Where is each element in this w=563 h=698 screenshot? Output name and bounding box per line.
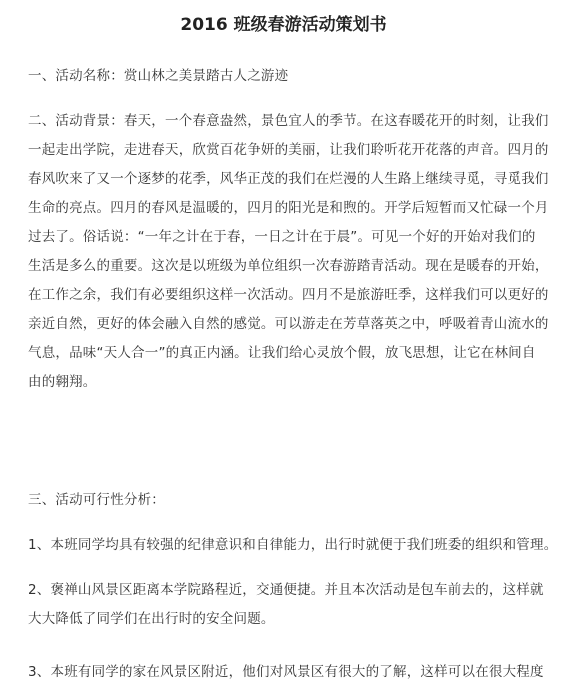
feasibility-item-3	[28, 658, 544, 687]
page-title: 2016 班级春游活动策划书	[180, 15, 387, 35]
paragraph-line: 亲近自然，更好的体会融入自然的感觉。可以游走在芳草落英之中，呼吸着青山流水的	[28, 316, 549, 332]
paragraph-line: 生命的亮点。四月的春风是温暖的，四月的阳光是和煦的。开学后短暂而又忙碌一个月	[28, 200, 549, 216]
feasibility-heading: 三、活动可行性分析：	[28, 492, 165, 508]
paragraph-line: 生活是多么的重要。这次是以班级为单位组织一次春游踏青活动。现在是暖春的开始，	[28, 258, 549, 274]
paragraph-line: 在工作之余，我们有必要组织这样一次活动。四月不是旅游旺季，这样我们可以更好的	[28, 287, 549, 303]
activity-background-paragraph	[28, 107, 549, 397]
feasibility-item-1: 1、本班同学均具有较强的纪律意识和自律能力，出行时就便于我们班委的组织和管理。	[28, 537, 558, 553]
paragraph-line: 由的翱翔。	[28, 374, 97, 390]
paragraph-line: 2、褒禅山风景区距离本学院路程近，交通便捷。并且本次活动是包车前去的，这样就	[28, 582, 544, 598]
paragraph-line: 3、本班有同学的家在风景区附近，他们对风景区有很大的了解，这样可以在很大程度	[28, 664, 544, 680]
feasibility-item-2	[28, 576, 544, 634]
paragraph-line: 春风吹来了又一个逐梦的花季，风华正茂的我们在烂漫的人生路上继续寻觅，寻觅我们	[28, 171, 549, 187]
activity-name-line: 一、活动名称：赏山林之美景踏古人之游迹	[28, 68, 289, 84]
paragraph-line: 气息，品味“天人合一”的真正内涵。让我们给心灵放个假，放飞思想，让它在林间自	[28, 345, 536, 361]
paragraph-line: 二、活动背景：春天，一个春意盎然，景色宜人的季节。在这春暖花开的时刻，让我们	[28, 113, 549, 129]
paragraph-line: 一起走出学院，走进春天，欣赏百花争妍的美丽，让我们聆听花开花落的声音。四月的	[28, 142, 549, 158]
paragraph-line: 过去了。俗话说：“一年之计在于春，一日之计在于晨”。可见一个好的开始对我们的	[28, 229, 536, 245]
paragraph-line: 大大降低了同学们在出行时的安全问题。	[28, 611, 275, 627]
